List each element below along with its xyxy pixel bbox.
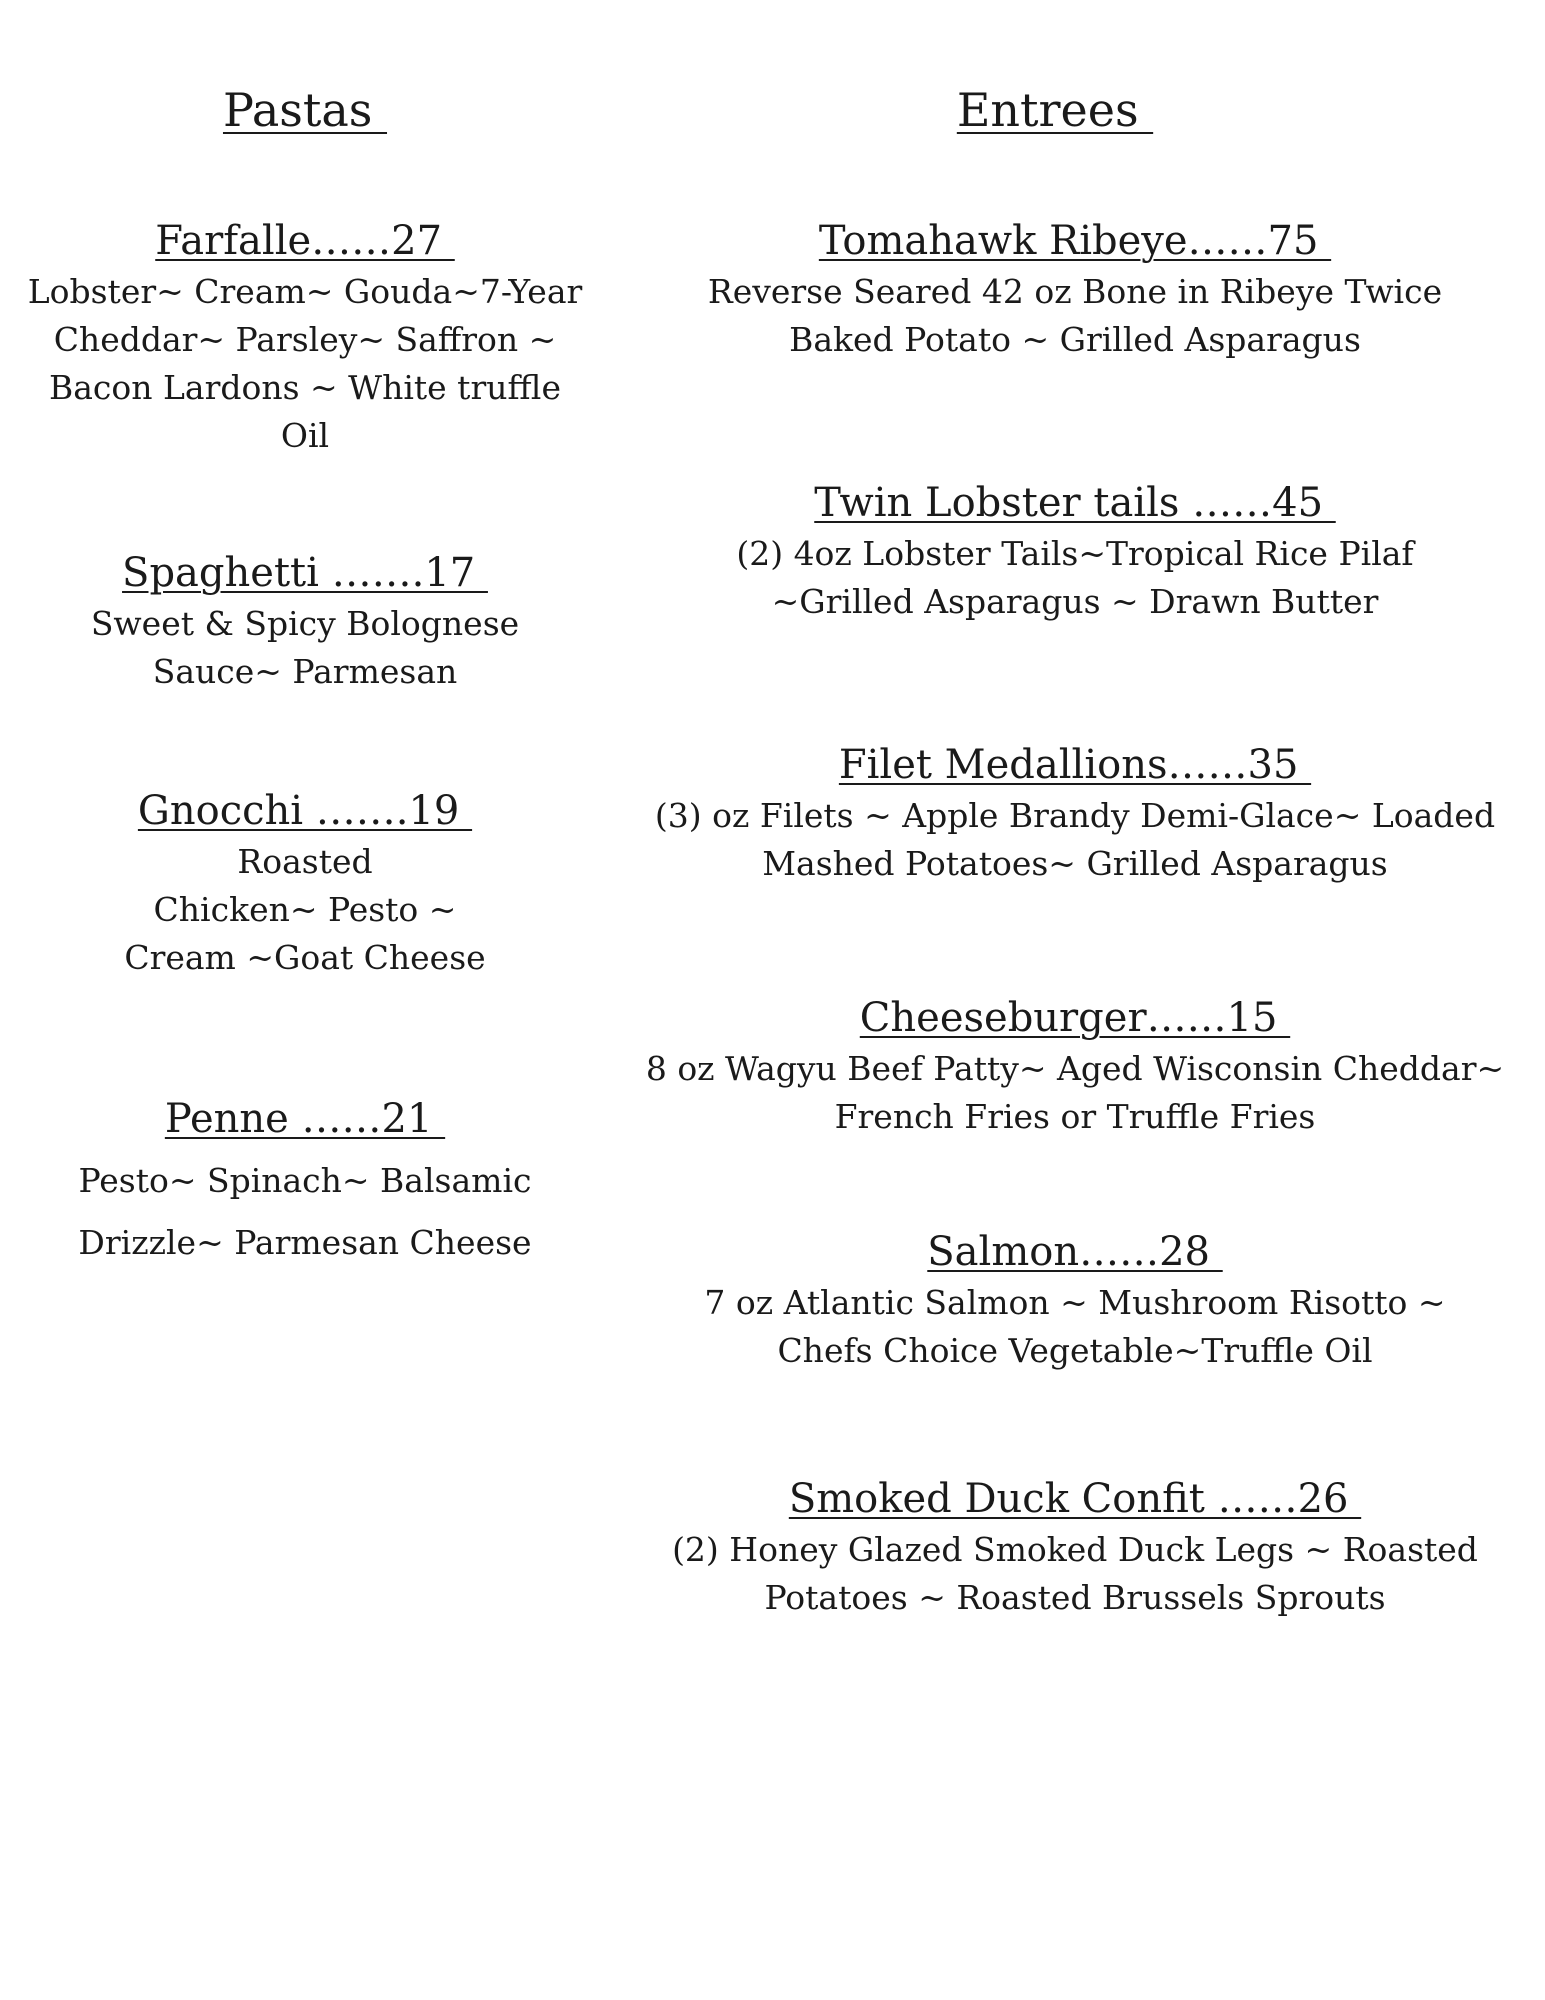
menu-item-title: Farfalle……27 [155, 218, 455, 264]
menu-item-title: Twin Lobster tails ……45 [814, 480, 1336, 526]
menu-item-smoked-duck-confit [640, 1474, 1510, 1622]
menu-item-title: Filet Medallions……35 [838, 742, 1312, 788]
menu-item-description [640, 1526, 1510, 1622]
description-line: Sweet & Spicy Bolognese [90, 604, 520, 643]
description-line: Sauce~ Parmesan [152, 652, 458, 691]
menu-item-description [20, 268, 590, 460]
description-line: Chicken~ Pesto ~ [153, 890, 457, 929]
description-line: Lobster~ Cream~ Gouda~7-Year [27, 272, 583, 311]
description-line: (2) Honey Glazed Smoked Duck Legs ~ Roasted [672, 1530, 1478, 1569]
menu-item-tomahawk-ribeye [640, 216, 1510, 364]
description-line: (3) oz Filets ~ Apple Brandy Demi-Glace~ Loaded [654, 796, 1496, 835]
entrees-heading: Entrees [956, 83, 1154, 137]
menu-item-title: Smoked Duck Confit ……26 [788, 1476, 1362, 1522]
menu-item-title: Penne ……21 [164, 1096, 446, 1142]
menu-item-title: Cheeseburger……15 [859, 995, 1291, 1041]
menu-item-penne [20, 1094, 590, 1274]
menu-item-farfalle [20, 216, 590, 460]
menu-item-title: Tomahawk Ribeye……75 [818, 218, 1332, 264]
description-line: French Fries or Truffle Fries [834, 1097, 1316, 1136]
menu-item-description [20, 838, 590, 982]
menu-item-description [640, 792, 1510, 888]
menu-item-cheeseburger [640, 993, 1510, 1141]
description-line: 8 oz Wagyu Beef Patty~ Aged Wisconsin Cheddar~ [645, 1049, 1505, 1088]
description-line: Reverse Seared 42 oz Bone in Ribeye Twice [707, 272, 1443, 311]
description-line: Mashed Potatoes~ Grilled Asparagus [762, 844, 1388, 883]
menu-item-description [640, 268, 1510, 364]
menu-item-filet-medallions [640, 740, 1510, 888]
description-line: Bacon Lardons ~ White truffle [48, 368, 561, 407]
description-line: Chefs Choice Vegetable~Truffle Oil [777, 1331, 1373, 1370]
menu-item-description [640, 530, 1510, 626]
description-line: Cheddar~ Parsley~ Saffron ~ [53, 320, 557, 359]
description-line: Drizzle~ Parmesan Cheese [78, 1223, 532, 1262]
description-line: Roasted [237, 842, 373, 881]
description-line: Cream ~Goat Cheese [124, 938, 486, 977]
pastas-heading: Pastas [222, 83, 388, 137]
description-line: Potatoes ~ Roasted Brussels Sprouts [764, 1578, 1386, 1617]
description-line: Baked Potato ~ Grilled Asparagus [789, 320, 1361, 359]
menu-item-title: Gnocchi …….19 [137, 788, 473, 834]
menu-item-title: Spaghetti …….17 [122, 550, 488, 596]
description-line: ~Grilled Asparagus ~ Drawn Butter [771, 582, 1379, 621]
menu-item-description [640, 1045, 1510, 1141]
menu-item-twin-lobster-tails [640, 478, 1510, 626]
description-line: Oil [280, 416, 330, 455]
menu-item-description [20, 1150, 590, 1274]
menu-item-description [640, 1279, 1510, 1375]
menu-item-spaghetti [20, 548, 590, 696]
description-line: 7 oz Atlantic Salmon ~ Mushroom Risotto ~ [704, 1283, 1446, 1322]
menu-item-salmon [640, 1227, 1510, 1375]
description-line: (2) 4oz Lobster Tails~Tropical Rice Pilaf [736, 534, 1414, 573]
menu-item-description [20, 600, 590, 696]
menu-item-title: Salmon……28 [927, 1229, 1223, 1275]
menu-item-gnocchi [20, 786, 590, 982]
description-line: Pesto~ Spinach~ Balsamic [78, 1161, 532, 1200]
